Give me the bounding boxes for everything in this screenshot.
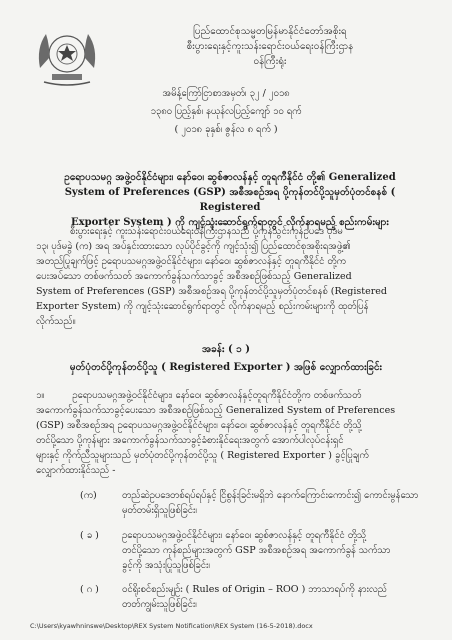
list-item: [80, 488, 430, 520]
notification-number: အမိန့်ကြော်ငြာစာအမှတ်၊ ၃၂ / ၂၀၁၈: [162, 88, 290, 99]
state-seal-icon: [30, 24, 104, 88]
paragraph-line: (GSP) အစီအစဉ်အရ ဥရောပသမဂ္ဂအဖွဲ့ဝင်နိုင်ငံများ၊ နော်ဝေ၊ ဆွစ်ဇာလန်နှင့် တူရကီနိုင်ငံ တို့သို့: [36, 420, 362, 431]
paragraph-line: များနှင့် ကိုက်ညီသူများသည် မှတ်ပုံတင်ပို့ကုန်တင်ပို့သူ ( Registered Exporter ) ခွင့်ပြုချက်: [36, 450, 369, 461]
list-item-line: ဝင်ရိုးစင်စည်းမျဉ်း ( Rules of Origin – ROO ) ဘာသာရပ်ကို နားလည်: [122, 584, 387, 595]
paragraph-text: ဥရောပသမဂ္ဂအဖွဲ့ဝင်နိုင်ငံများ၊ နော်ဝေ၊ ဆွစ်ဇာလန်နှင့်တူရကီနိုင်ငံတို့က တစ်ဖက်သတ်: [72, 390, 362, 401]
header-government: ပြည်ထောင်စုသမ္မတမြန်မာနိုင်ငံတော်အစိုးရ: [193, 26, 347, 37]
intro-line: လိုက်သည်။: [36, 316, 76, 327]
ministry-header: [110, 24, 430, 69]
header-office: ဝန်ကြီးရုံး: [253, 56, 287, 67]
paragraph-line: တင်ပို့သော ပို့ကုန်များ အကောက်ခွန်သက်သာခွင့်ခံစားနိုင်ရေးအတွက် အောက်ပါလုပ်ငန်းရှင်: [36, 435, 344, 446]
paragraph-1: [36, 388, 426, 478]
intro-line: ပေးအပ်သော တစ်ဖက်သတ် အကောက်ခွန်သက်သာခွင့် အစီအစဉ်ဖြစ်သည့် Generalized: [36, 271, 352, 282]
list-item: [80, 582, 430, 614]
list-item-text: [122, 488, 422, 518]
list-item-text: [122, 528, 422, 573]
chapter-subtitle: မှတ်ပုံတင်ပို့ကုန်တင်ပို့သူ ( Registered Exporter ) အဖြစ် လျှောက်ထားခြင်း: [69, 362, 383, 373]
list-item-line: တတ်ကျွမ်းသူဖြစ်ခြင်း၊: [122, 599, 197, 610]
intro-paragraph: [36, 224, 426, 329]
list-item-number: ( ခ ): [80, 530, 99, 541]
chapter-heading: အခန်း ( ၁ ): [201, 344, 251, 355]
document-title: [40, 170, 420, 230]
paragraph-line: [36, 388, 426, 403]
gregorian-date: ( ၂၀၁၈ ခုနှစ်၊ ဇွန်လ ၈ ရက် ): [174, 124, 278, 135]
title-line: ဥရောပသမဂ္ဂ အဖွဲ့ဝင်နိုင်ငံများ၊ နော်ဝေ၊ ဆွစ်ဇာလန်နှင့် တူရကီနိုင်ငံ တို့၏ Generalized: [64, 172, 396, 183]
paragraph-number: ၁။: [36, 390, 45, 401]
intro-line: ၁၃၊ ပုဒ်မခွဲ (က) အရ အပ်နှင်းထားသော လုပ်ပိုင်ခွင့်ကို ကျင့်သုံး၍ ပြည်ထောင်စုအစိုးရအဖွဲ့၏: [36, 241, 351, 252]
list-item-number: (က): [80, 490, 97, 501]
title-line: System of Preferences (GSP) အစီအစဉ်အရ ပို့ကုန်တင်ပို့သူမှတ်ပုံတင်စနစ် ( Registered: [64, 187, 396, 213]
header-ministry: စီးပွားရေးနှင့်ကူးသန်းရောင်းဝယ်ရေးဝန်ကြီးဌာန: [186, 41, 354, 52]
list-item-line: မှတ်တမ်းရှိသူဖြစ်ခြင်း၊: [122, 505, 197, 516]
paragraph-line: အကောက်ခွန်သက်သာခွင့်ပေးသော အစီအစဉ်ဖြစ်သည့် Generalized System of Preferences: [36, 405, 396, 416]
list-item-line: ဥရောပသမဂ္ဂအဖွဲ့ဝင်နိုင်ငံများ၊ နော်ဝေ၊ ဆွစ်ဇာလန်နှင့် တူရကီနိုင်ငံ တို့သို့: [122, 530, 367, 541]
myanmar-date: ၁၃၈၀ ပြည့်နှစ်၊ နယုန်လပြည့်ကျော် ၁၀ ရက်: [150, 106, 302, 117]
list-item-line: တည်ဆဲဥပဒေတစ်ရပ်ရပ်နှင့် ငြိစွန်းခြင်းမရှိဘဲ နောက်ကြောင်းကောင်း၍ ကောင်းမွန်သော: [122, 490, 419, 501]
paragraph-line: လျှောက်ထားနိုင်သည် -: [36, 465, 116, 476]
list-item-line: တင်ပို့သော ကုန်စည်များအတွက် GSP အစီအစဉ်အရ အကောက်ခွန် သက်သာ: [122, 545, 391, 556]
intro-line: အတည်ပြုချက်ဖြင့် ဥရောပသမဂ္ဂအဖွဲ့ဝင်နိုင်ငံများ၊ နော်ဝေ၊ ဆွစ်ဇာလန်နှင့် တူရကီနိုင်ငံ တို့က: [36, 256, 346, 267]
intro-line: စီးပွားရေးနှင့် ကူးသန်းရောင်းဝယ်ရေးဝန်ကြီးဌာနသည် ပို့ကုန်သွင်းကုန်ဥပဒေ ပုဒ်မ: [70, 226, 343, 237]
intro-line: System of Preferences (GSP) အစီအစဉ်အရ ပို့ကုန်တင်ပို့သူမှတ်ပုံတင်စနစ် (Registered: [36, 286, 387, 297]
title-line: Exporter System ) ကို ကျင့်သုံးဆောင်ရွက်ရာတွင် လိုက်နာရမည့် စည်းကမ်းများ: [71, 217, 389, 228]
list-item-line: ခွင့်ကို အသုံးပြုသူဖြစ်ခြင်း၊: [122, 560, 210, 571]
intro-line: Exporter System) ကို ကျင့်သုံးဆောင်ရွက်ရာတွင် လိုက်နာရမည့် စည်းကမ်းများကို ထုတ်ပြန်: [36, 301, 369, 312]
list-item-text: [122, 582, 422, 612]
list-item-number: ( ဂ ): [80, 584, 99, 595]
list-item: [80, 528, 430, 576]
file-path-footer: C:\Users\kyawhninswe\Desktop\REX System Notification\REX System (16-5-2018).docx: [30, 622, 313, 630]
